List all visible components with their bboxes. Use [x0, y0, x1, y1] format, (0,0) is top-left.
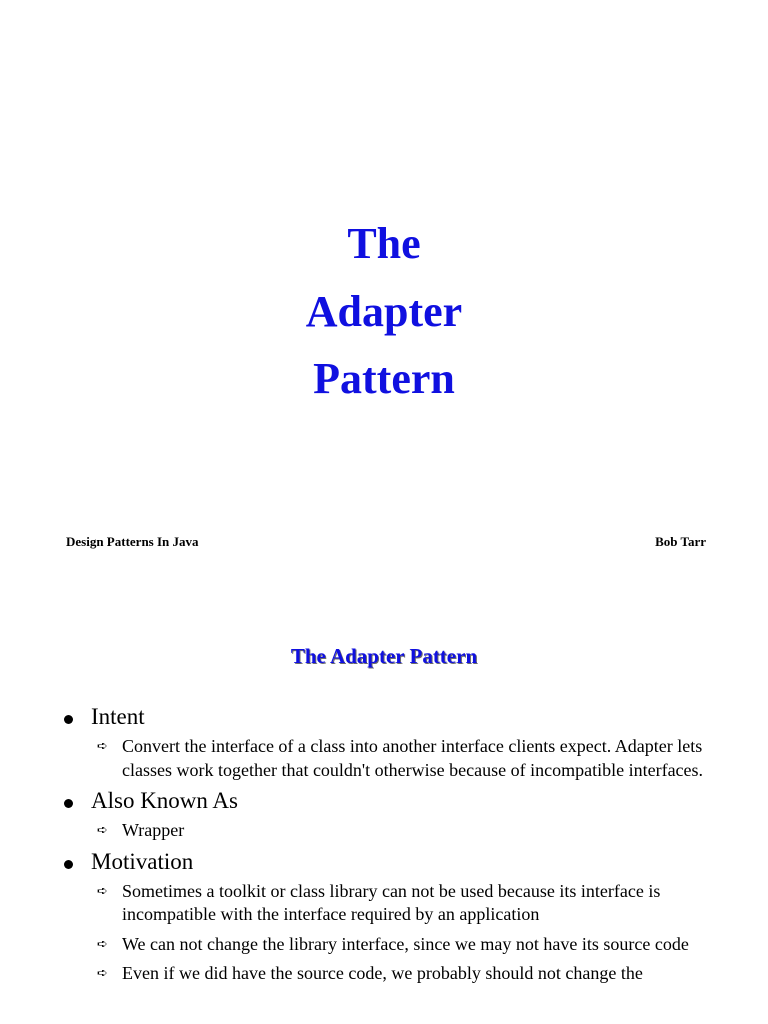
title-line-pattern: Pattern: [313, 354, 455, 403]
arrow-icon: ➪: [97, 883, 108, 899]
bullet-icon: [64, 715, 73, 724]
section-heading: Intent: [91, 704, 145, 729]
footer-author: Bob Tarr: [655, 534, 706, 549]
sub-item-text: Wrapper: [122, 820, 185, 840]
title-line-the: The: [347, 219, 421, 268]
arrow-icon: ➪: [97, 823, 108, 838]
sub-item-text: Convert the interface of a class into another interface clients expect. Adapter lets classes work together that couldn't otherwise because of incompatible interfaces.: [122, 736, 704, 780]
arrow-icon: ➪: [97, 739, 108, 754]
sub-item-text: We can not change the library interface, since we may not have its source code: [122, 933, 689, 954]
bullet-list: [62, 704, 722, 986]
arrow-icon: ➪: [97, 936, 108, 952]
slide-title: The Adapter Pattern: [290, 644, 478, 668]
sub-item: [91, 735, 722, 782]
sub-item-text: Even if we did have the source code, we probably should not change the: [122, 963, 643, 983]
sub-item-text: Sometimes a toolkit or class library can not be used because its interface is incompatible with the interface required by an application: [122, 880, 661, 924]
sub-item: [91, 933, 722, 957]
section-also-known-as: [62, 788, 722, 843]
sub-item: [91, 962, 722, 986]
arrow-icon: ➪: [97, 966, 108, 981]
sub-item: [91, 819, 722, 843]
bullet-icon: [64, 860, 73, 869]
section-motivation: [62, 849, 722, 986]
footer-course-title: Design Patterns In Java: [66, 534, 199, 549]
sub-item: [91, 880, 722, 927]
bullet-icon: [64, 799, 73, 808]
section-heading: Also Known As: [91, 788, 238, 813]
section-heading: Motivation: [91, 848, 194, 874]
title-line-adapter: Adapter: [305, 287, 463, 336]
section-intent: [62, 704, 722, 782]
